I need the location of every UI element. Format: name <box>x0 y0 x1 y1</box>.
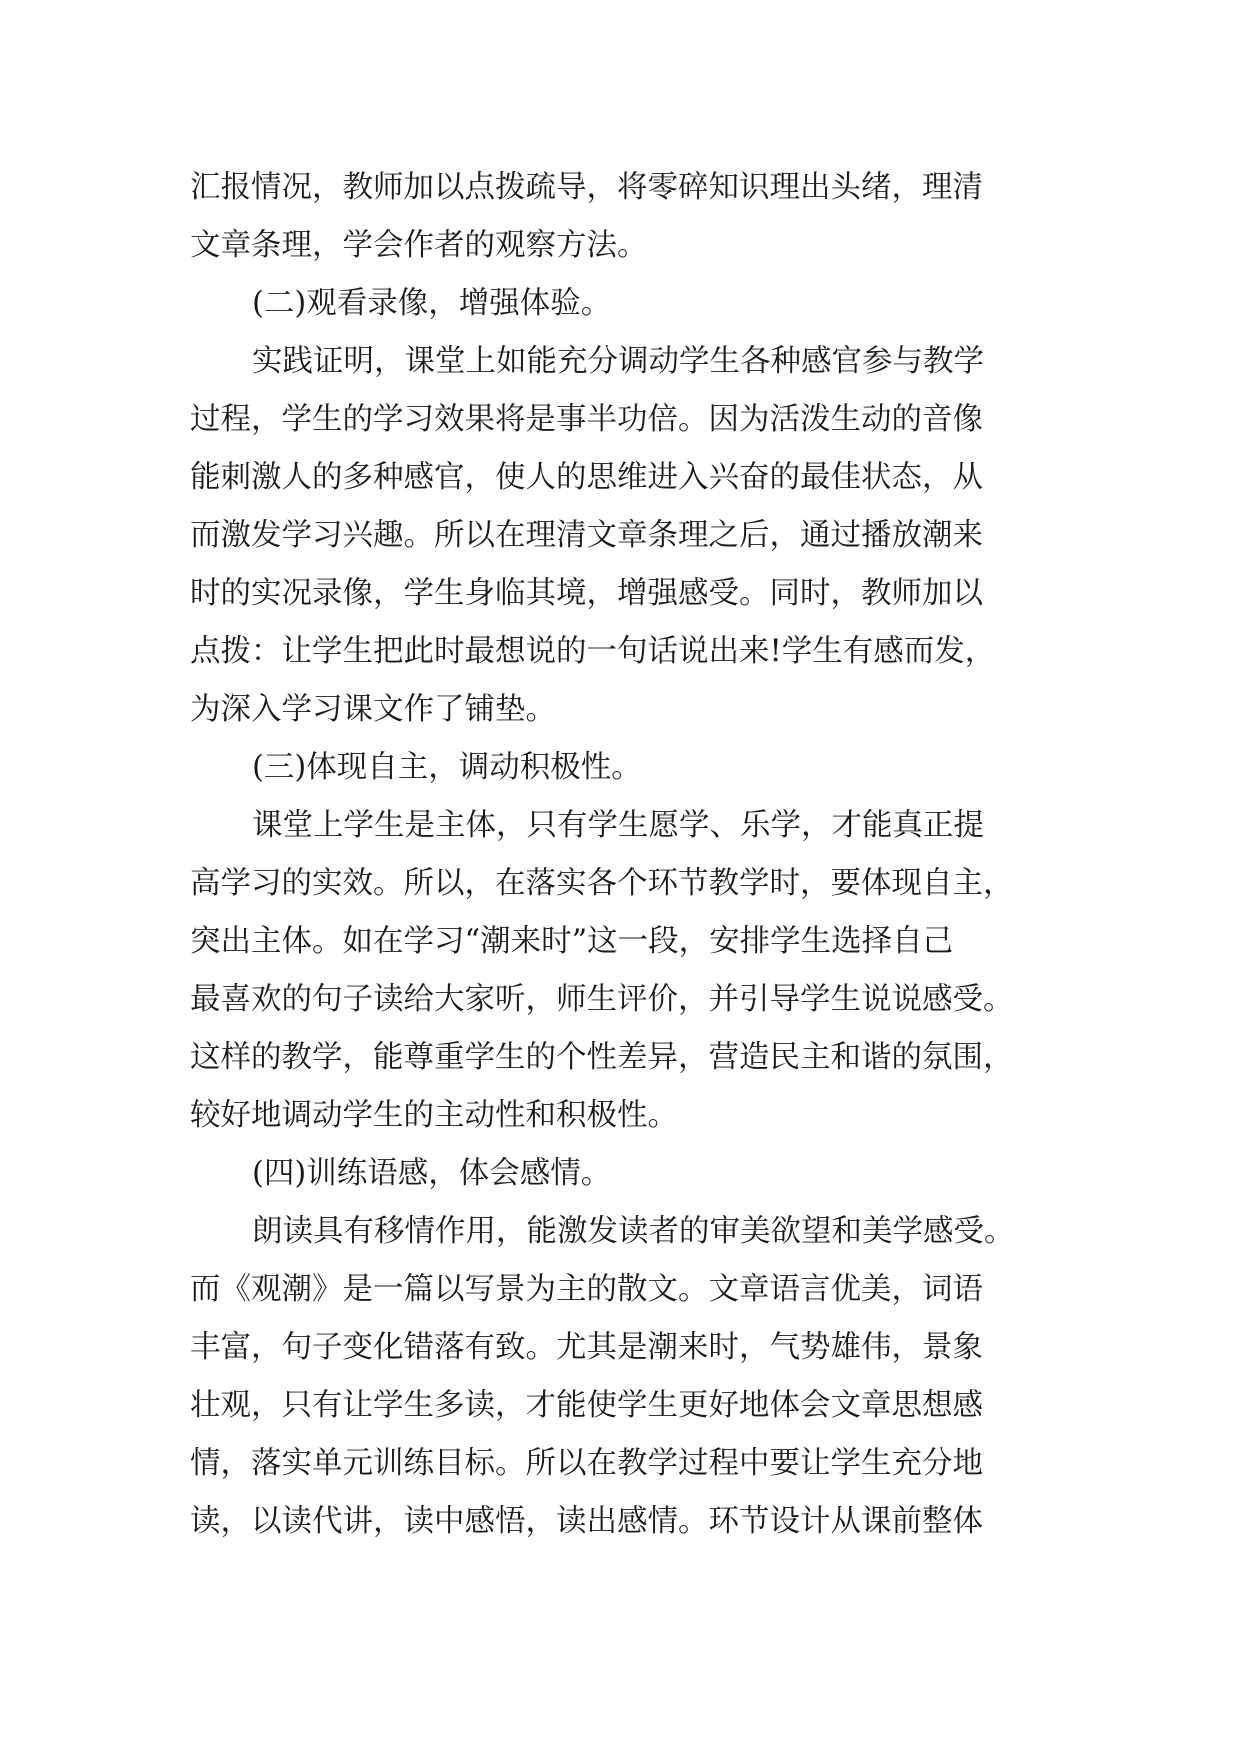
text-line: 为深入学习课文作了铺垫。 <box>190 692 556 727</box>
paragraph-first-line: 课堂上学生是主体，只有学生愿学、乐学，才能真正提 <box>252 808 984 843</box>
text-line: 这样的教学，能尊重学生的个性差异，营造民主和谐的氛围， <box>190 1040 1014 1075</box>
text-line: 突出主体。如在学习“潮来时”这一段，安排学生选择自己 <box>190 924 954 959</box>
text-line: 丰富，句子变化错落有致。尤其是潮来时，气势雄伟，景象 <box>190 1330 983 1365</box>
text-line: 情，落实单元训练目标。所以在教学过程中要让学生充分地 <box>190 1446 983 1481</box>
text-line: 能刺激人的多种感官，使人的思维进入兴奋的最佳状态，从 <box>190 460 983 495</box>
text-line: 最喜欢的句子读给大家听，师生评价，并引导学生说说感受。 <box>190 982 1014 1017</box>
text-line: 较好地调动学生的主动性和积极性。 <box>190 1098 678 1133</box>
text-line: 点拨：让学生把此时最想说的一句话说出来!学生有感而发， <box>190 634 996 669</box>
paragraph-first-line: 朗读具有移情作用，能激发读者的审美欲望和美学感受。 <box>252 1214 1015 1249</box>
text-line: 文章条理，学会作者的观察方法。 <box>190 228 648 263</box>
section-heading: (二)观看录像，增强体验。 <box>252 286 612 321</box>
text-line: 而《观潮》是一篇以写景为主的散文。文章语言优美，词语 <box>190 1272 983 1307</box>
text-line: 过程，学生的学习效果将是事半功倍。因为活泼生动的音像 <box>190 402 983 437</box>
text-line: 高学习的实效。所以，在落实各个环节教学时，要体现自主， <box>190 866 1014 901</box>
paragraph-first-line: 实践证明，课堂上如能充分调动学生各种感官参与教学 <box>252 344 984 379</box>
text-line: 而激发学习兴趣。所以在理清文章条理之后，通过播放潮来 <box>190 518 983 553</box>
text-line: 时的实况录像，学生身临其境，增强感受。同时，教师加以 <box>190 576 983 611</box>
section-heading: (四)训练语感，体会感情。 <box>252 1156 612 1191</box>
section-heading: (三)体现自主，调动积极性。 <box>252 750 642 785</box>
text-line: 汇报情况，教师加以点拨疏导，将零碎知识理出头绪，理清 <box>190 170 983 205</box>
text-line: 读，以读代讲，读中感悟，读出感情。环节设计从课前整体 <box>190 1504 983 1539</box>
text-line: 壮观，只有让学生多读，才能使学生更好地体会文章思想感 <box>190 1388 983 1423</box>
